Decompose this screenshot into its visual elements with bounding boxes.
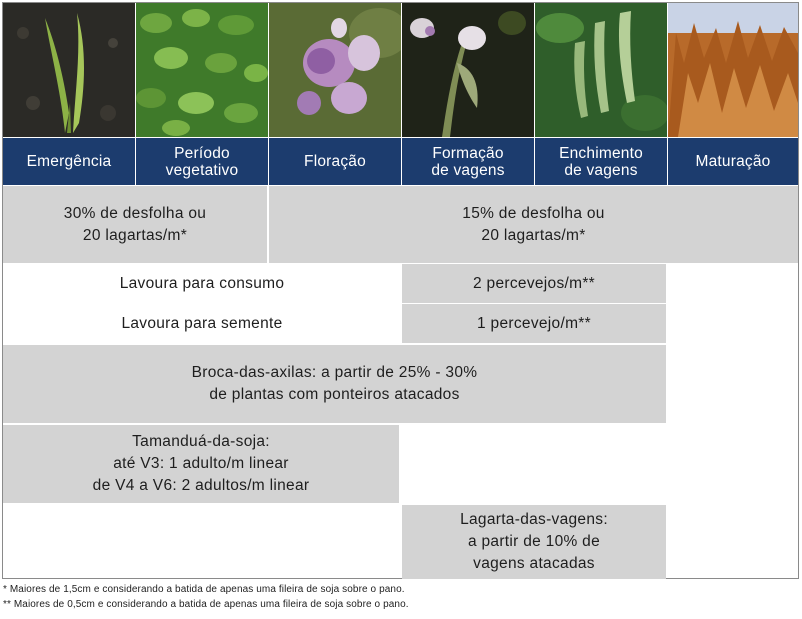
photo-flowering [269,3,401,137]
stage-header: Floração [269,138,401,185]
lagarta-vagens-threshold: Lagarta-das-vagens: a partir de 10% de vagens atacadas [402,505,666,579]
pest-threshold-table [2,2,799,579]
consumo-threshold: 2 percevejos/m** [402,264,666,303]
defoliation-late-threshold: 15% de desfolha ou 20 lagartas/m* [269,186,798,263]
photo-pod-formation [402,3,534,137]
stage-header: Período vegetativo [136,138,268,185]
semente-label: Lavoura para semente [121,314,283,332]
footnote-2: ** Maiores de 0,5cm e considerando a batida de apenas uma fileira de soja sobre o pano. [3,599,409,610]
photo-emergence [3,3,135,137]
defoliation-early-threshold: 30% de desfolha ou 20 lagartas/m* [3,186,267,263]
footnote-1: * Maiores de 1,5cm e considerando a batida de apenas uma fileira de soja sobre o pano. [3,584,405,595]
stage-header: Enchimento de vagens [535,138,667,185]
photo-vegetative [136,3,268,137]
broca-axilas-threshold: Broca-das-axilas: a partir de 25% - 30% de plantas com ponteiros atacados [3,345,666,423]
consumo-label: Lavoura para consumo [119,274,285,292]
photo-maturation [668,3,798,137]
stage-header: Formação de vagens [402,138,534,185]
semente-threshold: 1 percevejo/m** [402,304,666,343]
tamandua-threshold: Tamanduá-da-soja: até V3: 1 adulto/m linear de V4 a V6: 2 adultos/m linear [3,425,399,503]
stage-header: Emergência [3,138,135,185]
stage-header: Maturação [668,138,798,185]
photo-pod-filling [535,3,667,137]
